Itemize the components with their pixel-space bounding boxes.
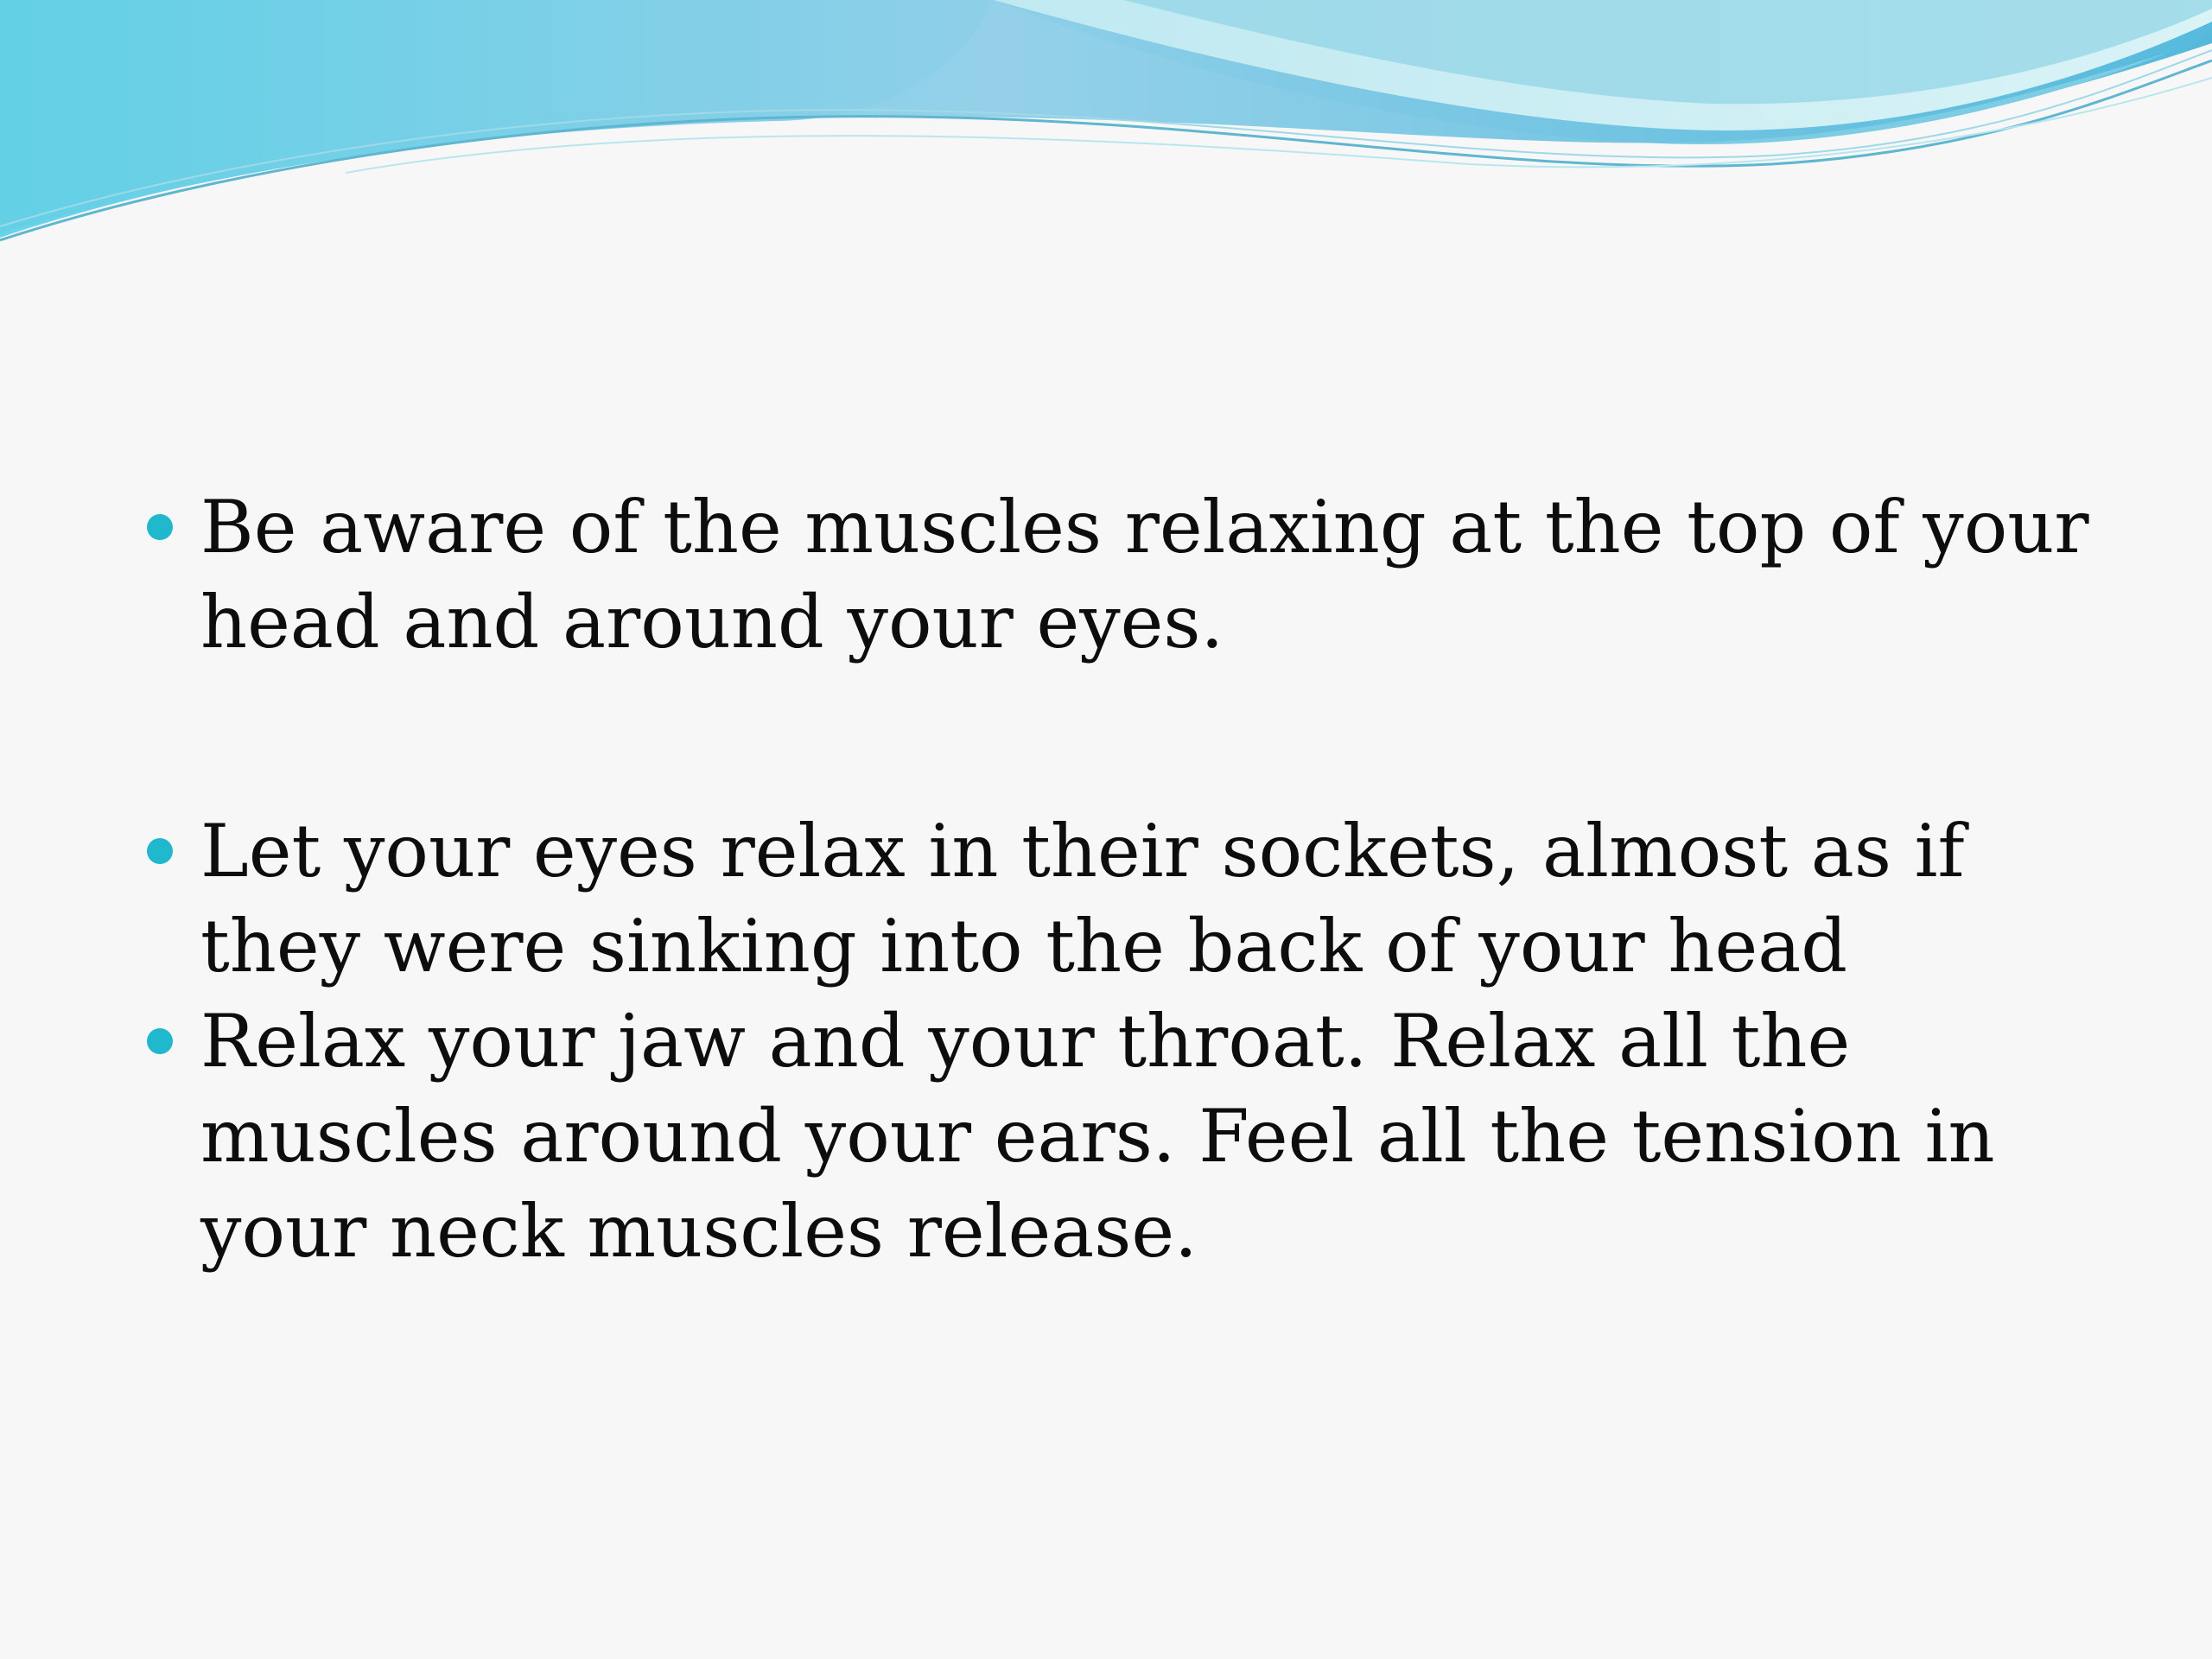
bullet-text: Be aware of the muscles relaxing at the top of your head and around your eyes. <box>200 485 2089 664</box>
bullet-text: Relax your jaw and your throat. Relax all the muscles around your ears. Feel all the tension in your neck muscles release. <box>200 999 1995 1274</box>
wave-header-decoration <box>0 0 2212 259</box>
bullet-dot-icon <box>147 838 173 864</box>
bullet-text: Let your eyes relax in their sockets, almost as if they were sinking into the back of your head <box>200 809 1965 988</box>
bullet-dot-icon <box>147 1028 173 1054</box>
bullet-item <box>147 480 2091 670</box>
bullet-item <box>147 994 2091 1279</box>
bullet-item <box>147 804 2091 994</box>
bullet-dot-icon <box>147 514 173 540</box>
bullet-list <box>147 480 2091 1279</box>
